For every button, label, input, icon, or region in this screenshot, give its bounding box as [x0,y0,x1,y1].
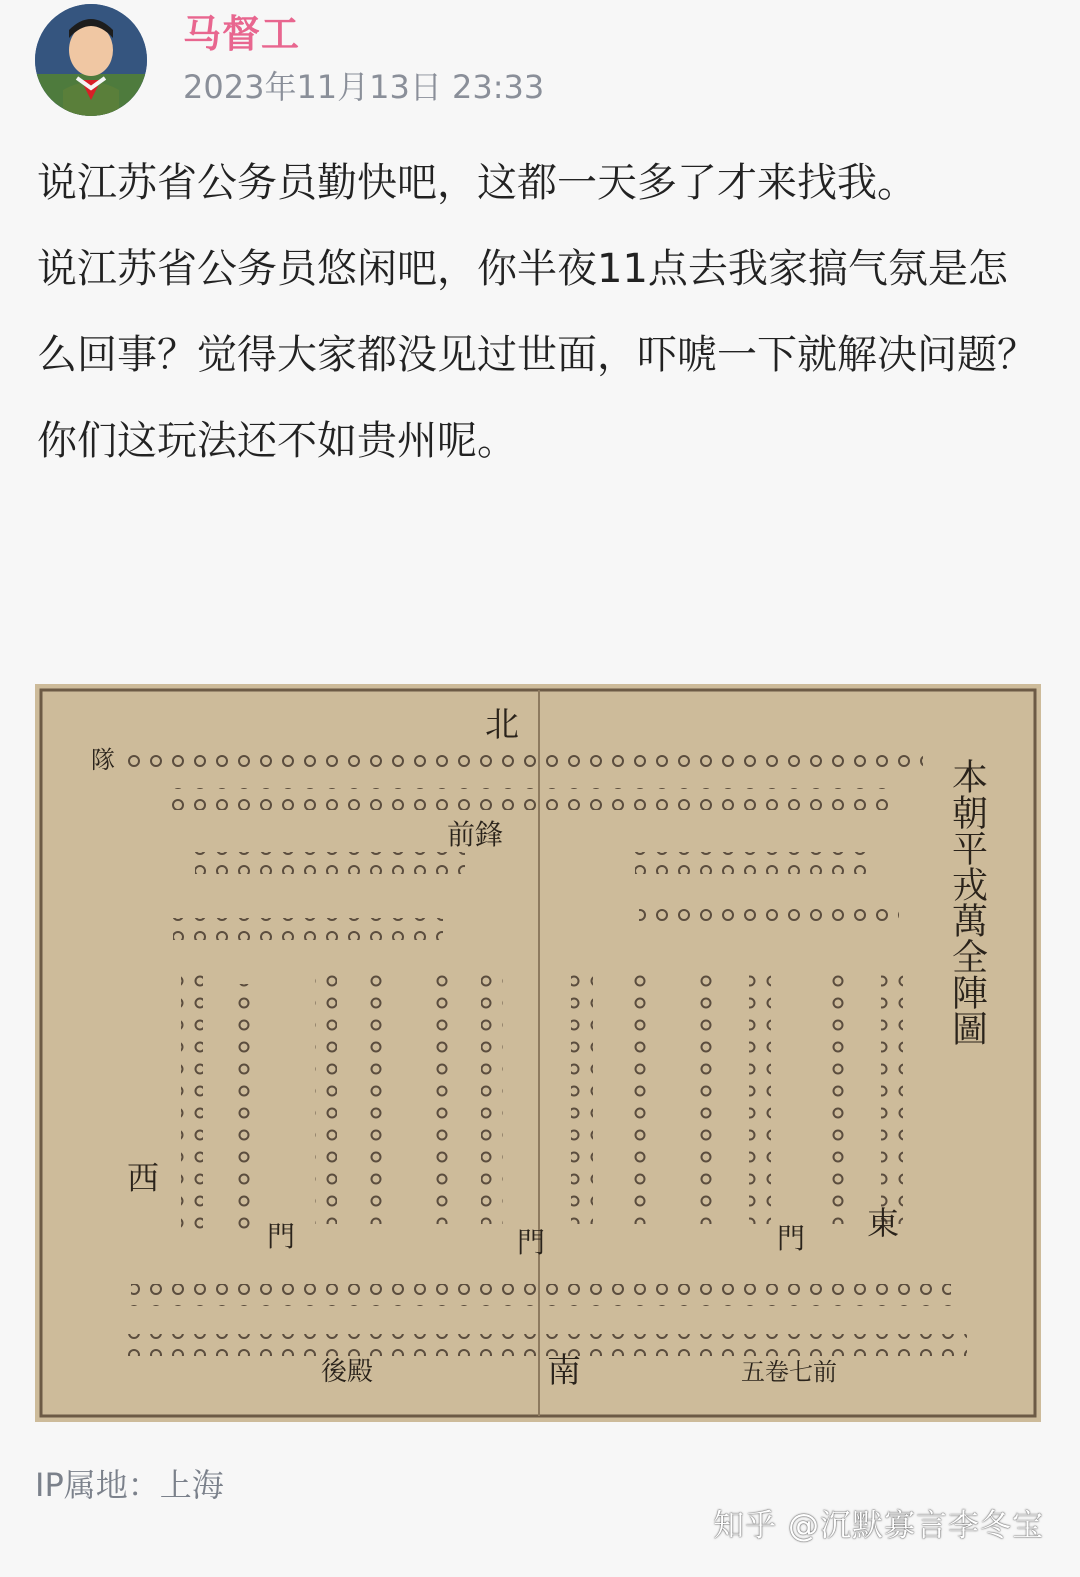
post-paragraph: 你们这玩法还不如贵州呢。 [37,418,517,464]
formation-map-image[interactable] [35,684,1041,1422]
avatar-image [35,4,147,116]
map-label-queue: 隊 [91,746,115,774]
post-body [37,140,1037,484]
avatar[interactable] [35,4,147,116]
map-label-north: 北 [485,705,519,745]
formation-map-drawing [35,684,1041,1422]
map-label-front: 前鋒 [447,818,504,851]
post-paragraph: 说江苏省公务员勤快吧，这都一天多了才来找我。 [37,160,917,206]
map-label-gate: 門 [777,1222,806,1255]
map-title: 本朝平戎萬全陣圖 [946,758,988,1046]
map-label-gate: 門 [267,1220,296,1253]
ip-location: IP属地：上海 [35,1466,224,1504]
map-label-west: 西 [127,1159,160,1197]
watermark: 知乎 @沉默寡言李冬宝 [713,1508,1044,1544]
author-name[interactable]: 马督工 [183,12,301,56]
map-page-number: 五卷七前 [741,1358,837,1386]
map-label-rear: 後殿 [321,1357,374,1387]
post-timestamp: 2023年11月13日 23:33 [183,68,545,106]
post-paragraph: 说江苏省公务员悠闲吧，你半夜11点去我家搞气氛是怎么回事？觉得大家都没见过世面，吓唬一下就解决问题？ [37,246,1037,378]
map-label-gate: 門 [517,1226,546,1259]
map-label-south: 南 [547,1351,581,1391]
map-label-east: 東 [867,1204,900,1242]
